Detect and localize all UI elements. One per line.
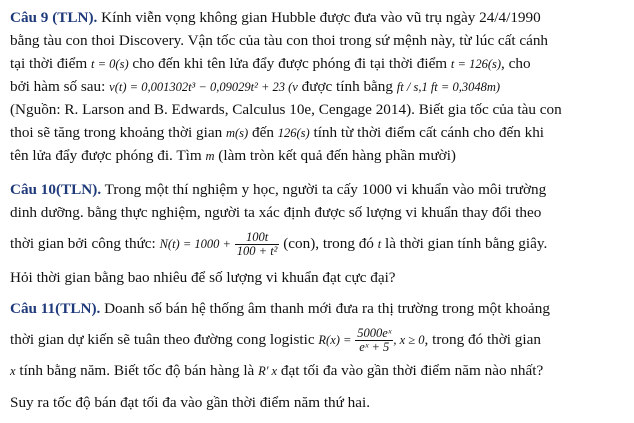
q10-line-2	[10, 203, 541, 222]
q9-math-velocity: v(t) = 0,001302t³ − 0,09029t² + 23 (v	[109, 80, 298, 94]
q9-math-126: 126(s)	[277, 126, 310, 140]
q11-text-3b: đạt tối đa vào gần thời điểm năm nào nhất?	[277, 362, 544, 379]
q10-label: Câu 10(TLN).	[10, 181, 102, 198]
q9-text-1: Kính viễn vọng không gian Hubble được đưa vào vũ trụ ngày 24/4/1990	[97, 9, 541, 26]
q10-math-t: t	[377, 237, 382, 251]
q9-text-3c: , cho	[501, 55, 531, 72]
q11-text-1: Doanh số bán hệ thống âm thanh mới đưa ra thị trường trong một khoảng	[100, 300, 550, 317]
q9-line-4	[10, 77, 500, 97]
q9-text-2: bằng tàu con thoi Discovery. Vận tốc của tàu con thoi trong sứ mệnh này, từ lúc cất cánh	[10, 32, 549, 49]
q9-text-6c: tính từ thời điểm cất cánh cho đến khi	[309, 124, 545, 141]
q10-text-4: Hỏi thời gian bằng bao nhiêu để số lượng vi khuẩn đạt cực đại?	[10, 269, 396, 286]
q10-text-3a: thời gian bởi công thức:	[10, 235, 160, 252]
q11-formula-left: R(x) =	[318, 333, 352, 347]
q9-math-m2: m	[205, 149, 215, 163]
q11-text-2a: thời gian dự kiến sẽ tuân theo đường cong logistic	[10, 331, 319, 348]
q10-fraction-denominator: 100 + t²	[236, 244, 278, 259]
q9-text-3b: cho đến khi tên lửa đẩy được phóng đi tại thời điểm	[128, 55, 451, 72]
q11-line-1	[10, 299, 550, 318]
q11-formula-domain: , x ≥ 0	[393, 333, 425, 347]
q11-math-derivative: R' x	[258, 364, 278, 378]
q10-fraction-numerator: 100t	[235, 231, 280, 245]
q11-label: Câu 11(TLN).	[10, 300, 101, 317]
q9-line-6	[10, 123, 544, 143]
q9-text-4a: bởi hàm số sau:	[10, 78, 110, 95]
q9-math-units: ft / s,1 ft = 0,3048m)	[396, 80, 501, 94]
q9-text-7a: tên lửa đẩy được phóng đi. Tìm	[10, 147, 206, 164]
q11-line-2	[10, 325, 541, 355]
answer-text: Suy ra tốc độ bán đạt tối đa vào gần thời điểm năm thứ hai.	[10, 394, 371, 411]
q11-line-3	[10, 361, 543, 381]
q10-line-3	[10, 229, 547, 259]
answer-line	[10, 393, 370, 412]
q10-text-2: dinh dưỡng. bằng thực nghiệm, người ta xác định được số lượng vi khuẩn thay đổi theo	[10, 204, 542, 221]
q10-formula-left: N(t) = 1000 +	[159, 237, 231, 251]
q9-math-t0: t = 0(s)	[91, 57, 129, 71]
q11-text-3a: tính bằng năm. Biết tốc độ bán hàng là	[15, 362, 259, 379]
q11-math-x: x	[10, 364, 16, 378]
q9-math-m: m(s)	[225, 126, 249, 140]
q9-line-5	[10, 100, 562, 119]
q9-text-7b: (làm tròn kết quả đến hàng phần mười)	[214, 147, 456, 164]
q9-text-6a: thoi sẽ tăng trong khoảng thời gian	[10, 124, 226, 141]
q11-text-2b: , trong đó thời gian	[424, 331, 541, 348]
q11-fraction	[355, 327, 393, 354]
q10-line-1	[10, 180, 546, 199]
q11-fraction-denominator: eˣ + 5	[359, 340, 390, 355]
q11-fraction-numerator: 5000eˣ	[357, 326, 392, 341]
q9-text-3a: tại thời điểm	[10, 55, 92, 72]
q10-line-4	[10, 268, 396, 287]
q9-text-5: (Nguồn: R. Larson and B. Edwards, Calculus 10e, Cengage 2014). Biết gia tốc của tàu con	[10, 101, 562, 118]
q10-text-3b: (con), trong đó	[279, 235, 378, 252]
q10-text-3c: là thời gian tính bằng giây.	[381, 235, 548, 252]
q9-text-6b: đến	[248, 124, 278, 141]
q9-line-1	[10, 8, 541, 27]
q9-label: Câu 9 (TLN).	[10, 9, 98, 26]
q9-math-t126: t = 126(s)	[450, 57, 502, 71]
q9-line-2	[10, 31, 548, 50]
q9-text-4b: được tính bằng	[297, 78, 397, 95]
q10-text-1: Trong một thí nghiệm y học, người ta cấy 1000 vi khuẩn vào môi trường	[101, 181, 547, 198]
q9-line-7	[10, 146, 456, 166]
q9-line-3	[10, 54, 531, 74]
q10-fraction	[235, 231, 280, 258]
